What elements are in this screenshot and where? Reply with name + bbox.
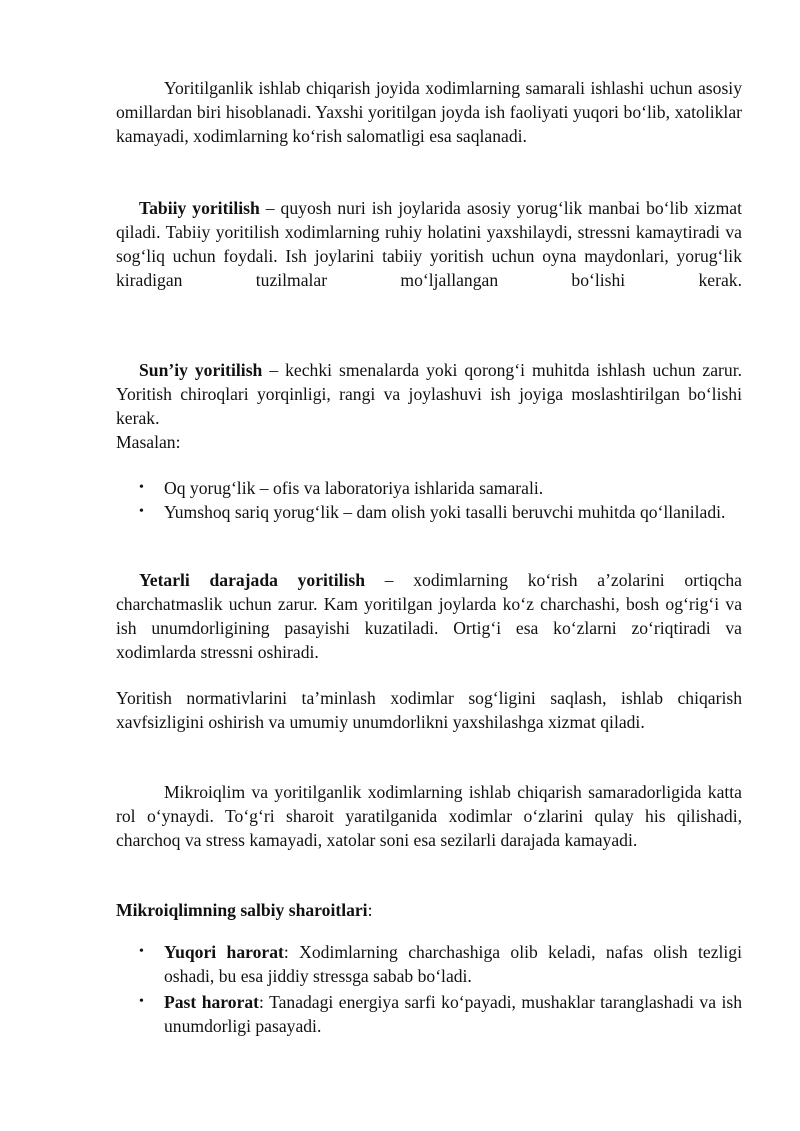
term-artificial-lighting: Sun’iy yoritilish bbox=[139, 360, 263, 380]
list-item bbox=[116, 990, 742, 1038]
microclimate-text: Mikroiqlim va yoritilganlik xodimlarning ishlab chiqarish samaradorligida katta rol o‘ynaydi. To‘g‘ri sharoit yaratilganida xodimlar o‘zlarini qulay his qilishadi, charchoq va stress kamayadi, xatolar soni esa sezilarli darajada kamayadi. bbox=[116, 782, 742, 850]
negative-conditions-list bbox=[116, 940, 742, 1038]
bullet-icon: • bbox=[139, 994, 144, 1009]
paragraph-adequate-lighting bbox=[116, 568, 742, 664]
paragraph-intro bbox=[116, 76, 742, 148]
list-item-term: Past harorat bbox=[164, 992, 260, 1012]
artificial-lighting-text-end: moslashtirilgan bo‘lishi kerak. bbox=[116, 384, 742, 428]
bullet-icon: • bbox=[139, 944, 144, 959]
list-item bbox=[116, 500, 742, 524]
artificial-lighting-text: – kechki smenalarda yoki qorong‘i muhitda ishlash uchun zarur. Yoritish chiroqlari yorqinligi, rangi va joylashuvi ish joyiga bbox=[116, 360, 742, 404]
section-heading-colon: : bbox=[367, 900, 373, 920]
list-item-term: Yuqori harorat bbox=[164, 942, 284, 962]
list-item-text: Oq yorug‘lik – ofis va laboratoriya ishlarida samarali. bbox=[164, 478, 544, 498]
list-item bbox=[116, 940, 742, 988]
term-adequate-lighting: Yetarli darajada yoritilish bbox=[139, 570, 366, 590]
list-item bbox=[116, 476, 742, 500]
example-label: Masalan: bbox=[116, 432, 181, 452]
paragraph-artificial-lighting bbox=[116, 358, 742, 430]
paragraph-example-label bbox=[116, 430, 742, 454]
paragraph-microclimate bbox=[116, 780, 742, 852]
natural-lighting-text-end: mo‘ljallangan bo‘lishi kerak. bbox=[400, 270, 742, 290]
adequate-lighting-text: – xodimlarning ko‘rish a’zolarini ortiqcha charchatmaslik uchun zarur. Kam yoritilgan joylarda ko‘z charchashi, bosh og‘rig‘i va ish unumdorligining pasayishi kuzatiladi. Ortig‘i esa ko‘zlarni zo‘riqtiradi va xodimlarda stressni oshiradi. bbox=[116, 570, 742, 662]
section-heading-title: Mikroiqlimning salbiy sharoitlari bbox=[116, 900, 368, 920]
paragraph-lighting-norms bbox=[116, 686, 742, 734]
term-natural-lighting: Tabiiy yoritilish bbox=[139, 198, 260, 218]
lighting-norms-text: Yoritish normativlarini ta’minlash xodimlar sog‘ligini saqlash, ishlab chiqarish xavfsizligini oshirish va umumiy unumdorlikni yaxshilashga xizmat qiladi. bbox=[116, 688, 742, 732]
list-item-text: Yumshoq sariq yorug‘lik – dam olish yoki tasalli beruvchi muhitda qo‘llaniladi. bbox=[164, 502, 726, 522]
bullet-icon: • bbox=[139, 504, 144, 519]
natural-lighting-text: – quyosh nuri ish joylarida asosiy yorug‘lik manbai bo‘lib xizmat qiladi. Tabiiy yoritilish xodimlarning ruhiy holatini yaxshilaydi, stressni kamaytiradi va sog‘liq uchun foydali. Ish joylarini tabiiy yoritish uchun oyna maydonlari, yorug‘lik kiradigan tuzilmalar bbox=[116, 198, 742, 290]
bullet-icon: • bbox=[139, 480, 144, 495]
section-heading bbox=[116, 898, 742, 922]
list-item-text: : Xodimlarning charchashiga olib keladi, nafas olish tezligi oshadi, bu esa jiddiy stressga sabab bo‘ladi. bbox=[164, 942, 742, 986]
list-item-text: : Tanadagi energiya sarfi ko‘payadi, mushaklar taranglashadi va ish unumdorligi pasayadi. bbox=[164, 992, 742, 1036]
lighting-examples-list bbox=[116, 476, 742, 524]
paragraph-intro-text: Yoritilganlik ishlab chiqarish joyida xodimlarning samarali ishlashi uchun asosiy omillardan biri hisoblanadi. Yaxshi yoritilgan joyda ish faoliyati yuqori bo‘lib, xatoliklar kamayadi, xodimlarning ko‘rish salomatligi esa saqlanadi. bbox=[116, 78, 742, 146]
paragraph-natural-lighting bbox=[116, 196, 742, 292]
